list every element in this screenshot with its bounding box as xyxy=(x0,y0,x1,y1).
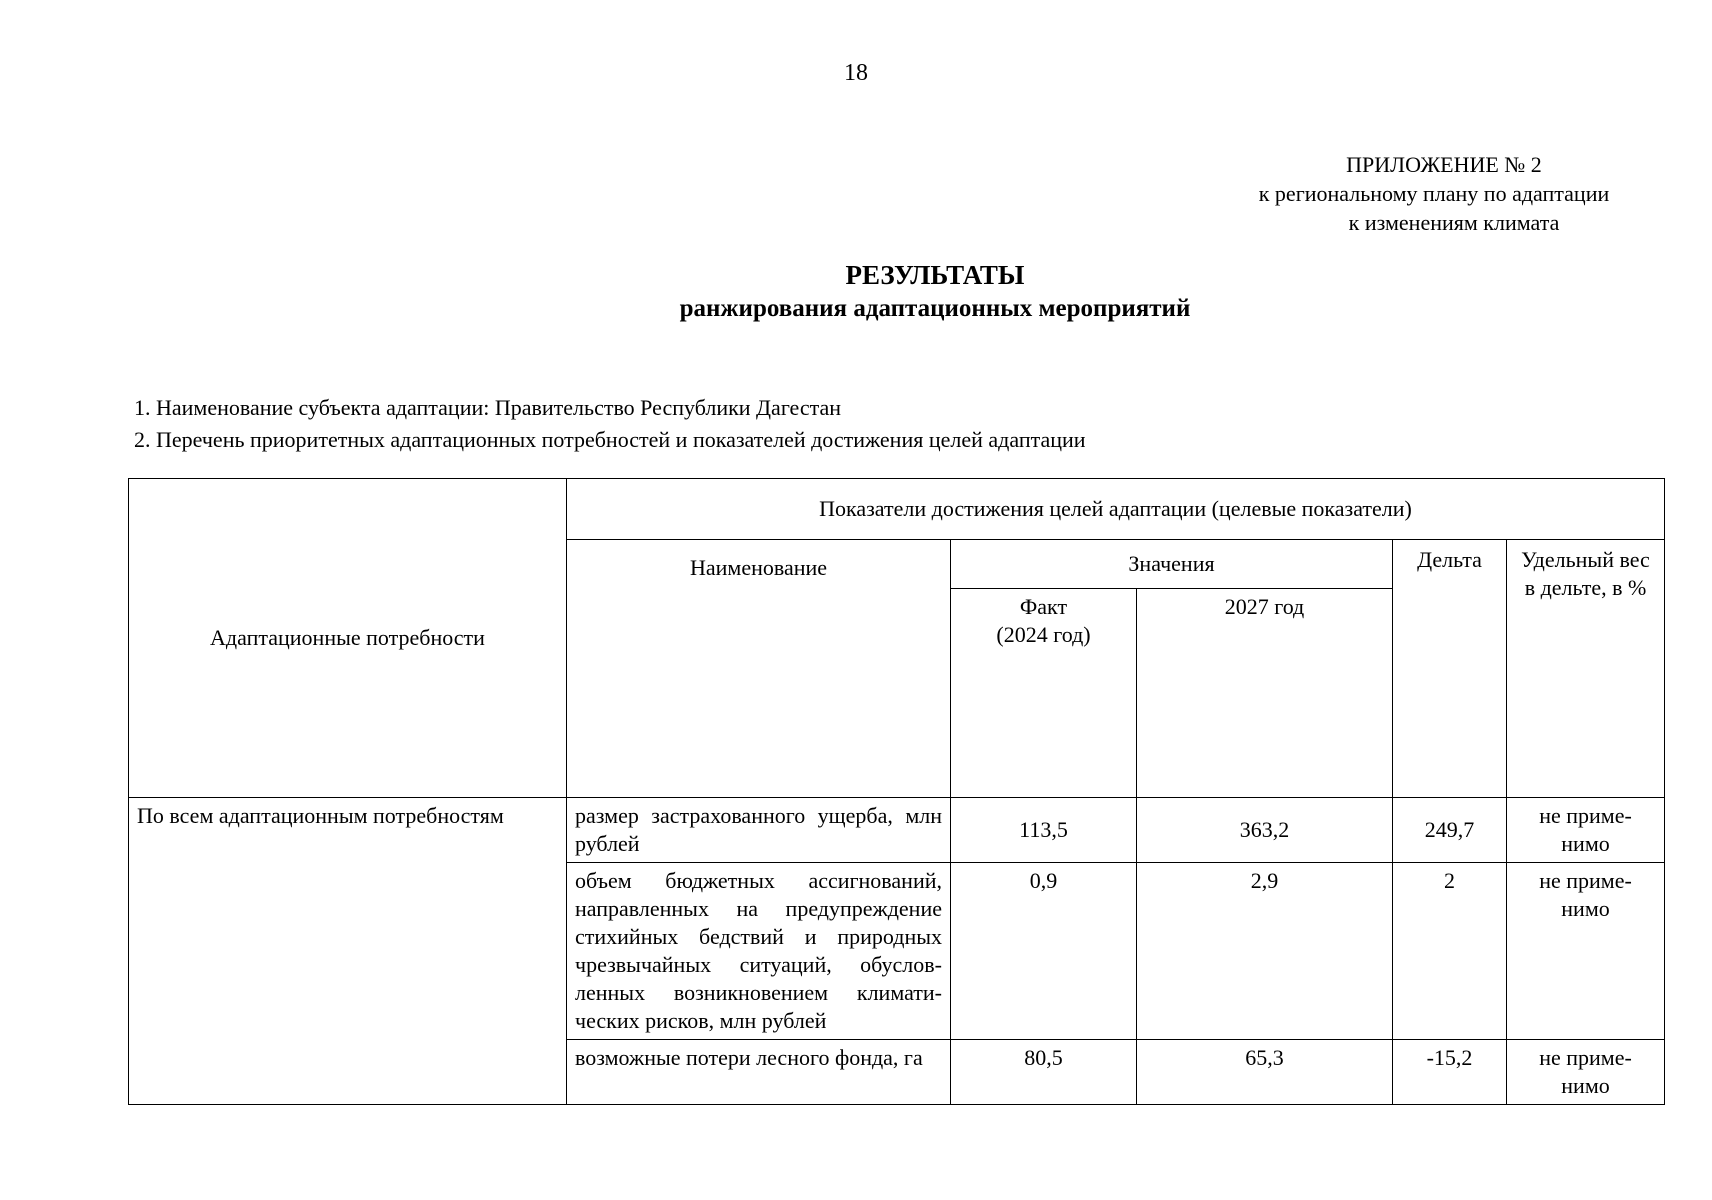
intro-item-1: 1. Наименование субъекта адаптации: Правительство Республики Дагестан xyxy=(134,395,842,420)
header-target: 2027 год xyxy=(1137,589,1393,798)
header-weight: Удельный вес в дельте, в % xyxy=(1507,540,1665,798)
target-value: 65,3 xyxy=(1137,1040,1393,1105)
intro-item-2: 2. Перечень приоритетных адаптационных потребностей и показателей достижения целей адаптации xyxy=(134,427,1086,452)
header-indicators: Показатели достижения целей адаптации (целевые показатели) xyxy=(567,479,1665,540)
delta-value: 2 xyxy=(1393,863,1507,1040)
appendix-subtitle-2: к изменениям климата xyxy=(1348,210,1560,235)
title-sub: ранжирования адаптационных мероприятий xyxy=(679,295,1191,322)
title-main: РЕЗУЛЬТАТЫ xyxy=(845,260,1025,290)
delta-value: -15,2 xyxy=(1393,1040,1507,1105)
results-table xyxy=(128,478,1665,1105)
header-values: Значения xyxy=(951,540,1393,589)
appendix-header xyxy=(1204,150,1664,237)
appendix-subtitle-1: к региональному плану по адаптации xyxy=(1258,181,1610,206)
fact-value: 80,5 xyxy=(951,1040,1137,1105)
target-value: 2,9 xyxy=(1137,863,1393,1040)
indicator-name: объем бюджетных ассигнований, направленных на предупреждение стихийных бедствий и природных чрезвычайных ситуаций, обуслов-ленных возникновением климати-ческих рисков, млн рублей xyxy=(567,863,951,1040)
weight-value: не приме-нимо xyxy=(1507,1040,1665,1105)
indicator-name: возможные потери лесного фонда, га xyxy=(567,1040,951,1105)
need-label: По всем адаптационным потребностям xyxy=(129,798,567,1105)
header-needs: Адаптационные потребности xyxy=(129,479,567,798)
target-value: 363,2 xyxy=(1137,798,1393,863)
weight-value: не приме-нимо xyxy=(1507,798,1665,863)
delta-value: 249,7 xyxy=(1393,798,1507,863)
document-title xyxy=(0,258,1712,326)
weight-value: не приме-нимо xyxy=(1507,863,1665,1040)
appendix-title: ПРИЛОЖЕНИЕ № 2 xyxy=(1346,152,1542,177)
indicator-name: размер застрахованного ущерба, млн рублей xyxy=(567,798,951,863)
page-number: 18 xyxy=(844,60,868,86)
header-name: Наименование xyxy=(567,540,951,798)
fact-value: 113,5 xyxy=(951,798,1137,863)
header-delta: Дельта xyxy=(1393,540,1507,798)
fact-value: 0,9 xyxy=(951,863,1137,1040)
header-fact: Факт (2024 год) xyxy=(951,589,1137,798)
table-row xyxy=(129,798,1665,863)
intro-list xyxy=(134,392,1086,456)
